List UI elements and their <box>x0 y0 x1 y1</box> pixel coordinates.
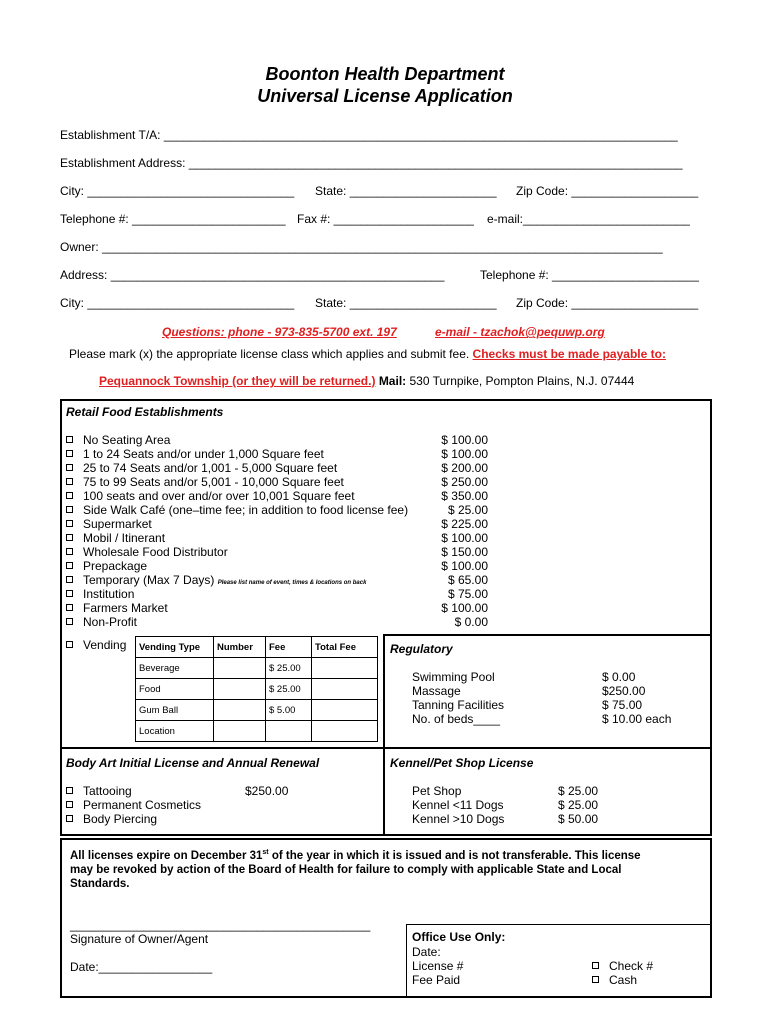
kennel-price: $ 25.00 <box>558 784 599 798</box>
retail-item[interactable]: Institution <box>66 587 426 601</box>
regulatory-item: Tanning Facilities <box>412 698 505 712</box>
checkbox[interactable] <box>66 815 73 822</box>
vending-total-cell[interactable] <box>312 700 378 721</box>
telephone-field[interactable]: Telephone #: _______________________ <box>60 212 286 226</box>
mail-address: 530 Turnpike, Pompton Plains, N.J. 07444 <box>409 374 635 388</box>
retail-item[interactable]: 25 to 74 Seats and/or 1,001 - 5,000 Square feet <box>66 461 426 475</box>
vending-number-cell[interactable] <box>214 700 266 721</box>
vending-fee: $ 25.00 <box>266 679 312 700</box>
vending-total-cell[interactable] <box>312 679 378 700</box>
checkbox[interactable] <box>66 604 73 611</box>
table-row <box>136 721 378 742</box>
owner-field[interactable]: Owner: ____________________________________________________________________________________ <box>60 240 663 254</box>
office-fee-paid: Fee Paid <box>412 973 461 987</box>
body-art-price: $250.00 <box>245 784 289 798</box>
kennel-title: Kennel/Pet Shop License <box>390 756 534 770</box>
checkbox[interactable] <box>592 962 599 969</box>
kennel-item: Pet Shop <box>412 784 462 798</box>
retail-item[interactable]: Mobil / Itinerant <box>66 531 426 545</box>
fax-field[interactable]: Fax #: _____________________ <box>297 212 474 226</box>
vending-type: Beverage <box>136 658 214 679</box>
vending-fee: $ 5.00 <box>266 700 312 721</box>
kennel-price: $ 25.00 <box>558 798 599 812</box>
checkbox[interactable] <box>66 506 73 513</box>
owner-telephone-field[interactable]: Telephone #: ______________________ <box>480 268 699 282</box>
checkbox[interactable] <box>66 590 73 597</box>
vending-item[interactable]: Vending <box>66 638 126 652</box>
vending-number-cell[interactable] <box>214 679 266 700</box>
kennel-item: Kennel >10 Dogs <box>412 812 505 826</box>
checkbox[interactable] <box>66 787 73 794</box>
temporary-note: Please list name of event, times & locations on back <box>217 580 367 586</box>
retail-price: $ 25.00 <box>447 503 488 517</box>
kennel-list <box>412 784 504 826</box>
retail-price: $ 350.00 <box>441 489 488 503</box>
checkbox[interactable] <box>66 464 73 471</box>
retail-item[interactable]: 1 to 24 Seats and/or under 1,000 Square feet <box>66 447 426 461</box>
retail-price: $ 100.00 <box>441 447 488 461</box>
vending-type: Food <box>136 679 214 700</box>
vending-type: Location <box>136 721 214 742</box>
vending-number-cell[interactable] <box>214 721 266 742</box>
retail-price: $ 100.00 <box>441 433 488 447</box>
establishment-ta-field[interactable]: Establishment T/A: _____________________________________________________________________________ <box>60 128 678 142</box>
checkbox[interactable] <box>66 641 73 648</box>
office-license: License # <box>412 959 464 973</box>
checks-payable: Checks must be made payable to: <box>472 347 666 361</box>
zip-field[interactable]: Zip Code: ___________________ <box>516 184 699 198</box>
body-art-item[interactable]: Body Piercing <box>66 812 201 826</box>
expiration-line2: may be revoked by action of the Board of Health for failure to comply with applicable State and Local <box>70 863 622 876</box>
vending-header: Fee <box>266 637 312 658</box>
retail-price: $ 100.00 <box>441 601 488 615</box>
retail-price: $ 150.00 <box>441 545 488 559</box>
instruction-main: Please mark (x) the appropriate license class which applies and submit fee. <box>69 347 470 361</box>
questions-email[interactable]: e-mail - tzachok@pequwp.org <box>435 325 605 339</box>
city-field[interactable]: City: _______________________________ <box>60 184 295 198</box>
retail-prices <box>426 433 488 629</box>
checkbox[interactable] <box>66 618 73 625</box>
vending-total-cell[interactable] <box>312 721 378 742</box>
checkbox[interactable] <box>66 436 73 443</box>
table-row <box>136 658 378 679</box>
retail-title: Retail Food Establishments <box>66 405 224 419</box>
signature-label: Signature of Owner/Agent <box>70 932 209 946</box>
vending-fee <box>266 721 312 742</box>
regulatory-price: $ 10.00 each <box>602 712 672 726</box>
owner-city-field[interactable]: City: _______________________________ <box>60 296 295 310</box>
checkbox[interactable] <box>66 548 73 555</box>
body-art-item[interactable]: Permanent Cosmetics <box>66 798 201 812</box>
retail-item[interactable]: Wholesale Food Distributor <box>66 545 426 559</box>
checkbox[interactable] <box>66 520 73 527</box>
instruction-text <box>69 347 666 361</box>
office-use-title: Office Use Only: <box>412 930 506 944</box>
vending-total-cell[interactable] <box>312 658 378 679</box>
owner-address-field[interactable]: Address: __________________________________________________ <box>60 268 445 282</box>
regulatory-price: $ 75.00 <box>602 698 643 712</box>
mail-label: Mail: <box>378 374 407 388</box>
body-art-item[interactable]: Tattooing <box>66 784 201 798</box>
vending-header: Number <box>214 637 266 658</box>
checkbox[interactable] <box>66 534 73 541</box>
checkbox[interactable] <box>66 576 73 583</box>
checkbox[interactable] <box>66 492 73 499</box>
checkbox[interactable] <box>66 450 73 457</box>
retail-item[interactable]: Side Walk Café (one–time fee; in addition to food license fee) <box>66 503 426 517</box>
retail-list <box>66 433 426 629</box>
regulatory-top-line <box>383 634 712 636</box>
kennel-divider <box>383 749 385 836</box>
regulatory-title: Regulatory <box>390 642 453 656</box>
owner-state-field[interactable]: State: ______________________ <box>315 296 497 310</box>
regulatory-price: $ 0.00 <box>602 670 636 684</box>
regulatory-prices <box>602 670 671 726</box>
checkbox[interactable] <box>66 562 73 569</box>
retail-item[interactable]: Temporary (Max 7 Days) Please list name of event, times & locations on back <box>66 573 426 587</box>
table-row <box>136 637 378 658</box>
vending-number-cell[interactable] <box>214 658 266 679</box>
retail-item[interactable]: 100 seats and over and/or over 10,001 Square feet <box>66 489 426 503</box>
retail-price: $ 100.00 <box>441 559 488 573</box>
signature-line[interactable]: _____________________________________________ <box>70 918 371 932</box>
retail-price: $ 250.00 <box>441 475 488 489</box>
retail-price: $ 100.00 <box>441 531 488 545</box>
vending-header: Vending Type <box>136 637 214 658</box>
pequannock-township: Pequannock Township (or they will be returned.) <box>99 374 376 388</box>
table-row <box>136 679 378 700</box>
expiration-line1: All licenses expire on December 31st of the year in which it is issued and is not transferable. This license <box>70 849 641 862</box>
body-art-list <box>66 784 201 826</box>
form-title-line1: Boonton Health Department <box>265 64 505 84</box>
retail-price: $ 65.00 <box>447 573 488 587</box>
retail-item[interactable]: Farmers Market <box>66 601 426 615</box>
regulatory-item: Massage <box>412 684 461 698</box>
retail-price: $ 75.00 <box>447 587 488 601</box>
payable-line <box>99 374 634 388</box>
state-field[interactable]: State: ______________________ <box>315 184 497 198</box>
kennel-price: $ 50.00 <box>558 812 599 826</box>
regulatory-price: $250.00 <box>602 684 646 698</box>
expiration-line3: Standards. <box>70 877 130 890</box>
kennel-item: Kennel <11 Dogs <box>412 798 504 812</box>
signature-date-field[interactable]: Date:_________________ <box>70 960 213 974</box>
owner-zip-field[interactable]: Zip Code: ___________________ <box>516 296 699 310</box>
retail-price: $ 225.00 <box>441 517 488 531</box>
retail-item[interactable]: No Seating Area <box>66 433 426 447</box>
vending-fee: $ 25.00 <box>266 658 312 679</box>
kennel-prices <box>558 784 598 826</box>
office-date: Date: <box>412 945 441 959</box>
office-cash-option[interactable]: Cash <box>592 973 637 987</box>
expiration-notice <box>70 846 641 891</box>
email-field[interactable]: e-mail:_________________________ <box>487 212 690 226</box>
regulatory-item: Swimming Pool <box>412 670 495 684</box>
checkbox[interactable] <box>66 801 73 808</box>
office-check-option[interactable]: Check # <box>592 959 653 973</box>
checkbox[interactable] <box>66 478 73 485</box>
regulatory-list <box>412 670 504 726</box>
form-title-line2: Universal License Application <box>257 86 513 106</box>
checkbox[interactable] <box>592 976 599 983</box>
body-art-title: Body Art Initial License and Annual Renewal <box>66 756 320 770</box>
retail-price: $ 200.00 <box>441 461 488 475</box>
retail-item[interactable]: Supermarket <box>66 517 426 531</box>
regulatory-divider <box>383 634 385 749</box>
vending-type: Gum Ball <box>136 700 214 721</box>
table-row <box>136 700 378 721</box>
vending-table <box>135 636 378 742</box>
questions-phone: Questions: phone - 973-835-5700 ext. 197 <box>162 325 397 339</box>
retail-item[interactable]: 75 to 99 Seats and/or 5,001 - 10,000 Square feet <box>66 475 426 489</box>
vending-header: Total Fee <box>312 637 378 658</box>
retail-item[interactable]: Prepackage <box>66 559 426 573</box>
retail-item[interactable]: Non-Profit <box>66 615 426 629</box>
retail-price: $ 0.00 <box>454 615 488 629</box>
regulatory-item: No. of beds____ <box>412 712 501 726</box>
establishment-address-field[interactable]: Establishment Address: __________________________________________________________________________ <box>60 156 683 170</box>
